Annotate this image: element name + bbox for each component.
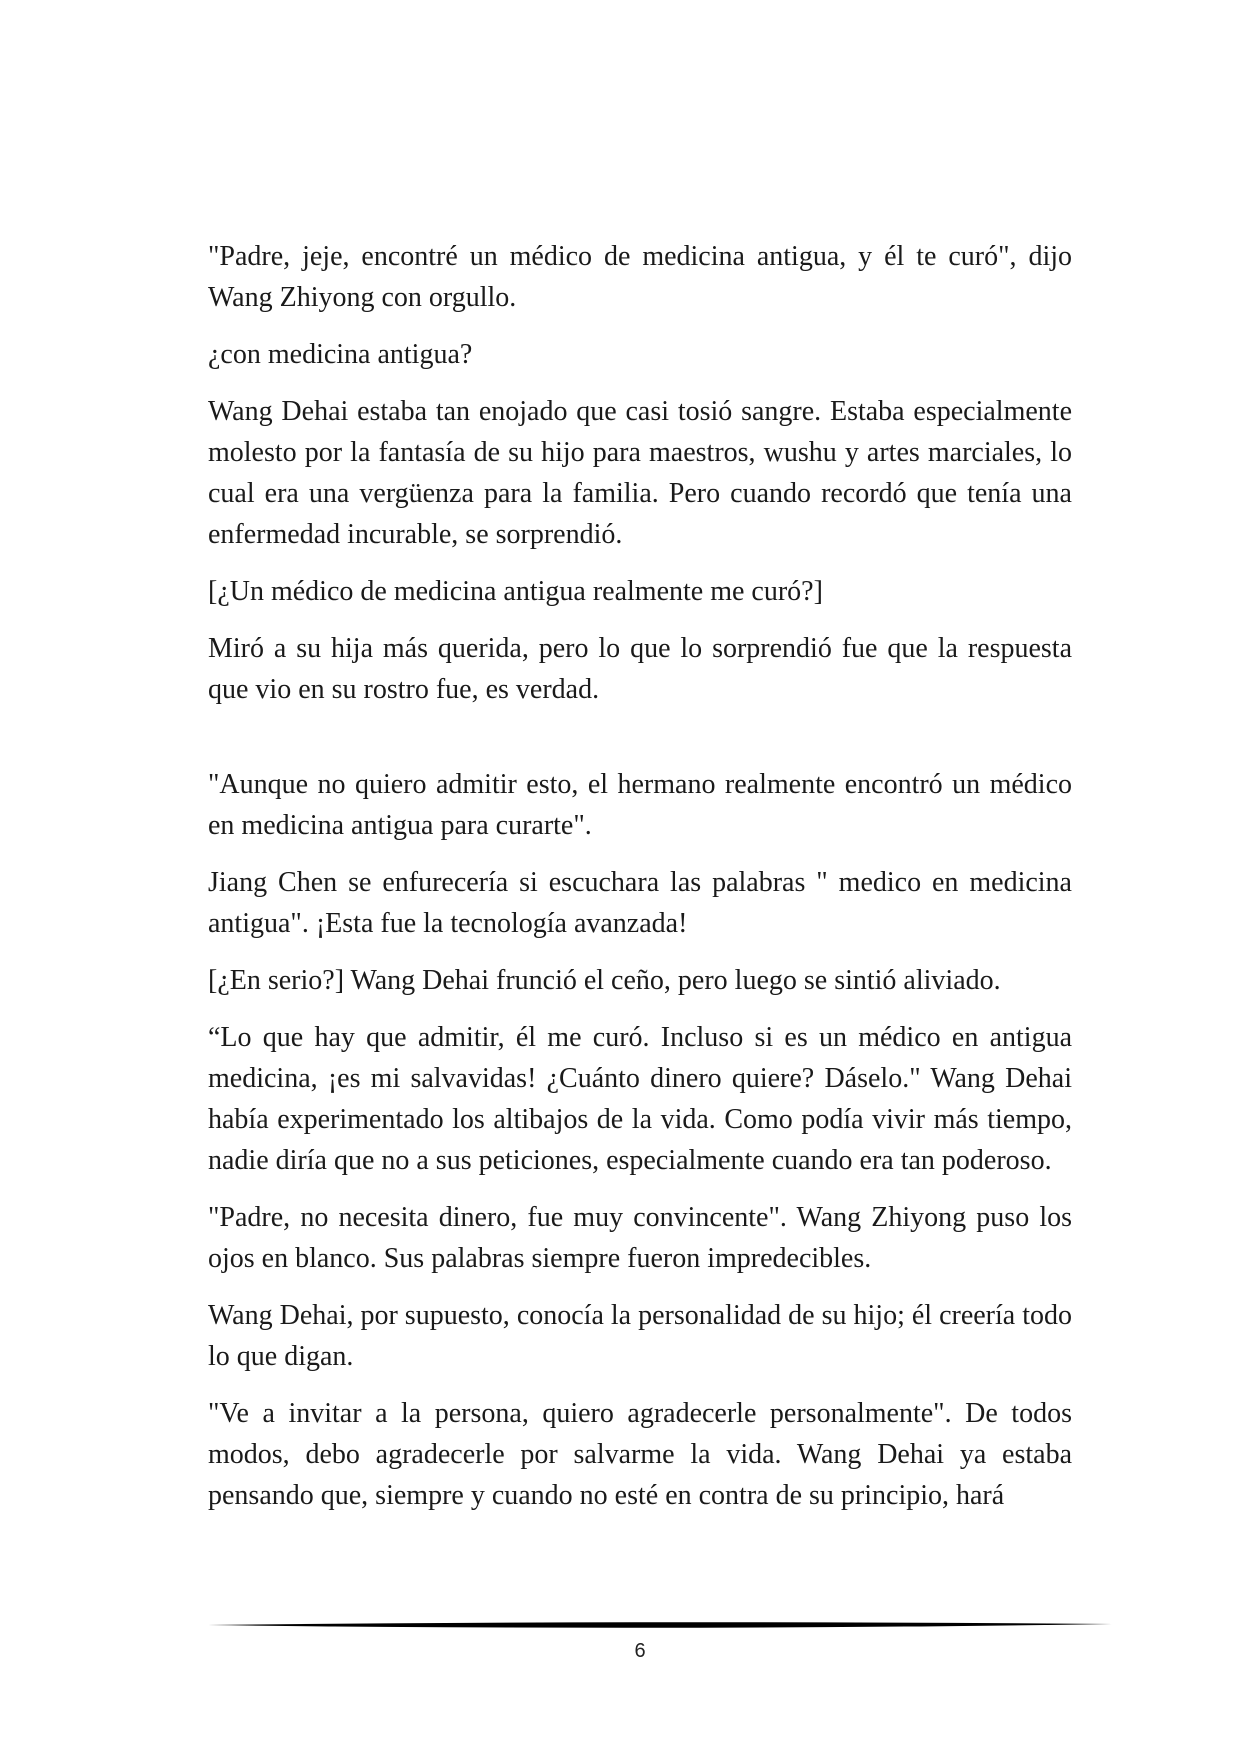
paragraph-3: Wang Dehai estaba tan enojado que casi tosió sangre. Estaba especialmente molesto por la fantasía de su hijo para maestros, wushu y artes marciales, lo cual era una vergüenza para la familia. Pero cuando recordó que tenía una enfermedad incurable, se sorprendió. (208, 396, 1072, 550)
paragraph-11: Wang Dehai, por supuesto, conocía la personalidad de su hijo; él creería todo lo que digan. (208, 1300, 1072, 1372)
paragraph-5: Miró a su hija más querida, pero lo que lo sorprendió fue que la respuesta que vio en su rostro fue, es verdad. (208, 633, 1072, 705)
paragraph-6: "Aunque no quiero admitir esto, el hermano realmente encontró un médico en medicina antigua para curarte". (208, 769, 1072, 841)
paragraph-9: “Lo que hay que admitir, él me curó. Incluso si es un médico en antigua medicina, ¡es mi salvavidas! ¿Cuánto dinero quiere? Dáselo." Wang Dehai había experimentado los altibajos de la vida. Como podía vivir más tiempo, nadie diría que no a sus peticiones, especialmente cuando era tan poderoso. (208, 1022, 1072, 1176)
paragraph-7: Jiang Chen se enfurecería si escuchara las palabras " medico en medicina antigua". ¡Esta fue la tecnología avanzada! (208, 867, 1072, 939)
paragraph-2: ¿con medicina antigua? (208, 339, 473, 370)
paragraph-4: [¿Un médico de medicina antigua realmente me curó?] (208, 576, 823, 607)
footer-divider (208, 1620, 1112, 1630)
paragraph-12: "Ve a invitar a la persona, quiero agradecerle personalmente". De todos modos, debo agradecerle por salvarme la vida. Wang Dehai ya estaba pensando que, siempre y cuando no esté en contra de su principio, hará (208, 1398, 1072, 1511)
body-text (208, 236, 1072, 1532)
page-number: 6 (634, 1640, 646, 1662)
paragraph-8: [¿En serio?] Wang Dehai frunció el ceño, pero luego se sintió aliviado. (208, 965, 1001, 996)
paragraph-1: "Padre, jeje, encontré un médico de medicina antigua, y él te curó", dijo Wang Zhiyong con orgullo. (208, 241, 1072, 313)
paragraph-10: "Padre, no necesita dinero, fue muy convincente". Wang Zhiyong puso los ojos en blanco. Sus palabras siempre fueron impredecibles. (208, 1202, 1072, 1274)
